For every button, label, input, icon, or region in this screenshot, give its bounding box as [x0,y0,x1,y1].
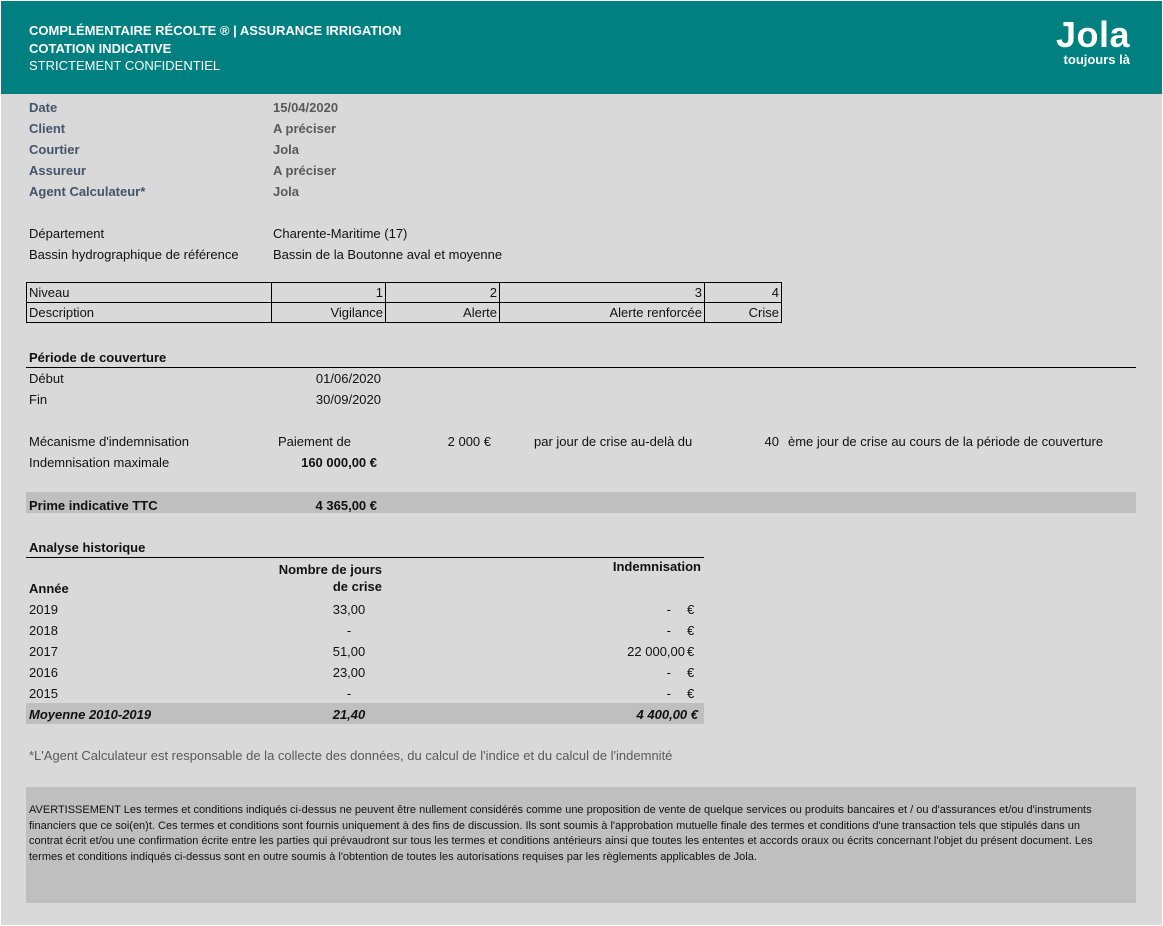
description-2: Alerte [386,303,500,323]
logo-tagline: toujours là [1063,52,1130,67]
hist-annee-2015: 2015 [29,686,58,701]
logo-word: Jola [1055,14,1130,55]
hist-cur-2019: € [687,602,695,617]
moyenne-indemnisation: 4 400,00 € [636,707,698,722]
disclaimer-box [26,787,1136,903]
historique-title: Analyse historique [29,540,146,555]
hist-cur-2017: € [687,644,695,659]
fin-label: Fin [29,392,48,407]
departement-value: Charente-Maritime (17) [273,226,408,241]
niveau-2: 2 [386,283,500,303]
info-label-date: Date [29,100,58,115]
hist-annee-2016: 2016 [29,665,58,680]
description-label: Description [27,303,272,323]
info-label-client: Client [29,121,66,136]
info-value-courtier: Jola [273,142,300,157]
prime-band [26,492,1136,513]
prime-value: 4 365,00 € [315,498,377,513]
info-value-date: 15/04/2020 [273,100,339,115]
info-label-assureur: Assureur [29,163,87,178]
col-annee: Année [29,581,69,596]
departement-label: Département [29,226,105,241]
hist-indem-2016: - [666,665,671,680]
niveau-4: 4 [705,283,782,303]
bassin-value: Bassin de la Boutonne aval et moyenne [273,247,503,262]
header-title: COMPLÉMENTAIRE RÉCOLTE ® | ASSURANCE IRRIGATION [29,23,402,38]
info-value-agent: Jola [273,184,300,199]
col-jours-line2: de crise [332,579,382,594]
hist-indem-2018: - [666,623,671,638]
jola-logo [1055,14,1130,67]
hist-annee-2017: 2017 [29,644,58,659]
hist-indem-2015: - [666,686,671,701]
moyenne-jours: 21,40 [332,707,366,722]
info-label-agent: Agent Calculateur* [29,184,146,199]
info-value-client: A préciser [273,121,337,136]
niveaux-table [26,282,782,323]
info-label-courtier: Courtier [29,142,80,157]
mecanisme-montant: 2 000 € [447,434,491,449]
mecanisme-paiement: Paiement de [278,434,351,449]
hist-annee-2018: 2018 [29,623,58,638]
hist-indem-2017: 22 000,00 [627,644,685,659]
niveaux-row-levels [27,283,782,303]
hist-cur-2015: € [687,686,695,701]
niveaux-row-descriptions [27,303,782,323]
debut-label: Début [29,371,64,386]
indemnisation-max-value: 160 000,00 € [301,455,377,470]
bassin-label: Bassin hydrographique de référence [29,247,239,262]
description-3: Alerte renforcée [500,303,705,323]
hist-cur-2018: € [687,623,695,638]
mecanisme-label: Mécanisme d'indemnisation [29,434,190,449]
col-jours-line1: Nombre de jours [278,562,382,577]
header-subtitle: COTATION INDICATIVE [29,41,172,56]
agent-footnote: *L'Agent Calculateur est responsable de la collecte des données, du calcul de l'indice et du calcul de l'indemnité [29,748,673,763]
debut-value: 01/06/2020 [315,371,381,386]
periode-divider [26,367,1136,368]
fin-value: 30/09/2020 [315,392,381,407]
col-indemnisation: Indemnisation [612,559,701,574]
hist-cur-2016: € [687,665,695,680]
disclaimer-text: AVERTISSEMENT Les termes et conditions indiqués ci-dessus ne peuvent être nullement considérés comme une proposition de vente de quelque services ou produits bancaires et / ou d'assurances et/ou d'instruments financiers que ce soi(en)t. Ces termes et conditions sont fournis uniquement à des fins de discussion. Ils sont soumis à l'approbation mutuelle finale des termes et conditions d'une transaction tels que stipulés dans un contrat écrit et/ou une confirmation écrite entre les parties qui prévaudront sur tous les termes et conditions antérieurs ainsi que toutes les ententes et accords oraux ou écrits concernant l'objet du présent document. Les termes et conditions indiqués ci-dessus sont en outre soumis à l'obtention de toutes les autorisations requises par les règlements applicables de Jola. [29,804,1093,863]
hist-jours-2019: 33,00 [332,602,366,617]
niveau-3: 3 [500,283,705,303]
hist-jours-2017: 51,00 [332,644,366,659]
mecanisme-suffix: ème jour de crise au cours de la période de couverture [788,434,1104,449]
indemnisation-max-label: Indemnisation maximale [29,455,170,470]
description-1: Vigilance [272,303,386,323]
mecanisme-par-jour: par jour de crise au-delà du [534,434,693,449]
hist-jours-2018: - [346,623,352,638]
niveau-1: 1 [272,283,386,303]
mecanisme-jour: 40 [764,434,779,449]
niveau-label: Niveau [27,283,272,303]
moyenne-label: Moyenne 2010-2019 [29,707,152,722]
hist-jours-2015: - [346,686,352,701]
info-value-assureur: A préciser [273,163,337,178]
header-confidential: STRICTEMENT CONFIDENTIEL [29,58,221,73]
quote-sheet [1,1,1162,925]
description-4: Crise [705,303,782,323]
header-banner [1,1,1162,94]
prime-label: Prime indicative TTC [29,498,158,513]
hist-jours-2016: 23,00 [332,665,366,680]
hist-indem-2019: - [666,602,671,617]
historique-divider [26,557,704,558]
hist-annee-2019: 2019 [29,602,58,617]
periode-title: Période de couverture [29,350,167,365]
